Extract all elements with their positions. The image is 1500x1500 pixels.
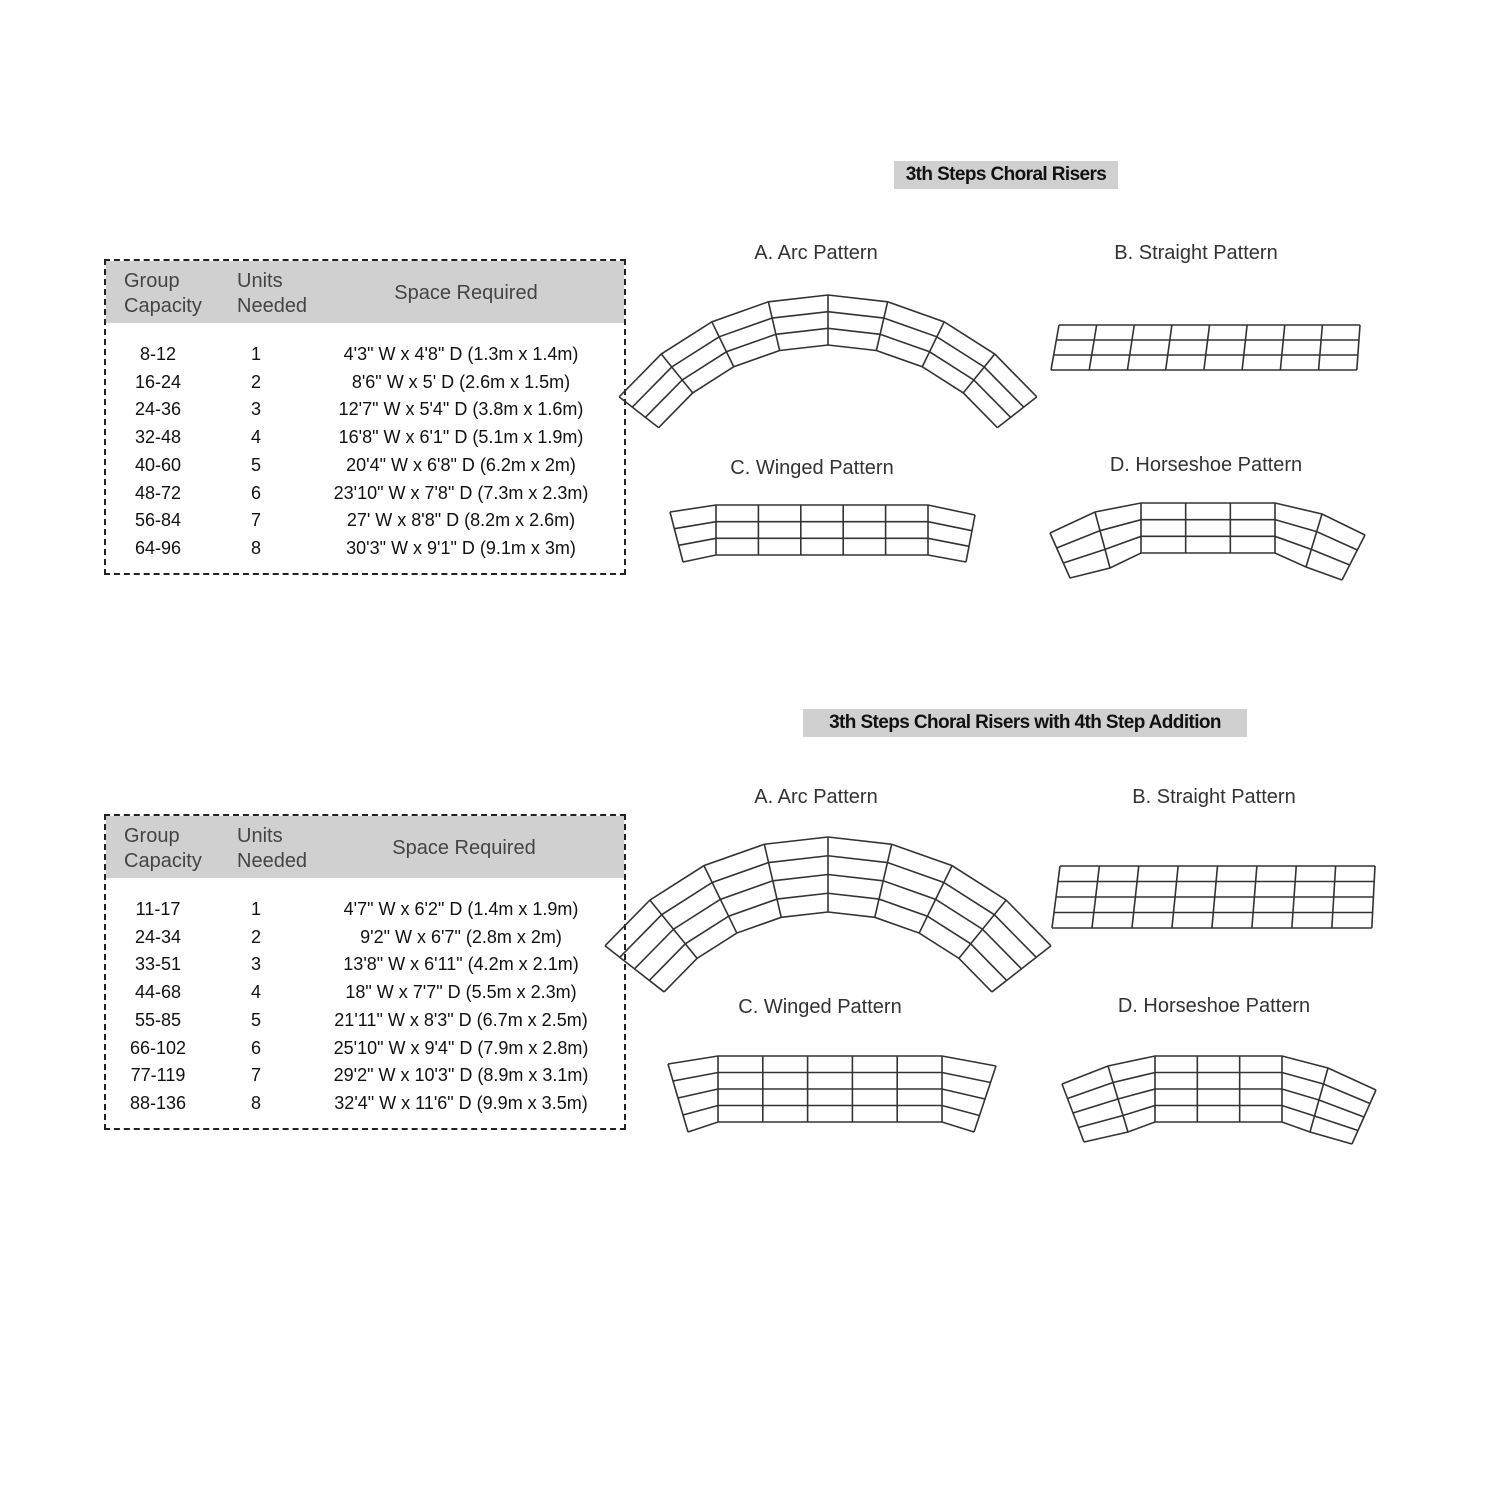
cell-group-capacity: 32-48 (134, 427, 182, 448)
cell-space-required: 21'11" W x 8'3" D (6.7m x 2.5m) (334, 1009, 588, 1030)
riser-unit-divider (1108, 1066, 1128, 1132)
cell-group-capacity: 66-102 (129, 1037, 187, 1058)
cell-space-required: 4'7" W x 6'2" D (1.4m x 1.9m) (343, 899, 579, 919)
header-units-needed: Units Needed (237, 270, 308, 317)
winged-pattern-label: C. Winged Pattern (738, 996, 902, 1018)
cell-space-required: 16'8" W x 6'1" D (5.1m x 1.9m) (338, 427, 584, 448)
cell-units-needed: 6 (250, 1037, 261, 1058)
cell-units-needed: 3 (250, 954, 261, 975)
riser-unit-divider (1062, 1084, 1084, 1142)
cell-space-required: 13'8" W x 6'11" (4.2m x 2.1m) (343, 954, 579, 975)
cell-group-capacity: 11-17 (135, 899, 181, 919)
cell-space-required: 18" W x 7'7" D (5.5m x 2.3m) (345, 982, 577, 1003)
cell-group-capacity: 77-119 (130, 1065, 186, 1086)
cell-units-needed: 5 (250, 454, 261, 475)
cell-units-needed: 6 (250, 482, 261, 503)
cell-units-needed: 2 (250, 371, 261, 392)
horseshoe-pattern-label: D. Horseshoe Pattern (1117, 995, 1311, 1017)
header-group-capacity: Group Capacity (124, 825, 202, 872)
cell-space-required: 20'4" W x 6'8" D (6.2m x 2m) (346, 454, 576, 475)
section-title: 3th Steps Choral Risers (894, 161, 1118, 189)
section-title: 3th Steps Choral Risers with 4th Step Addition (803, 709, 1247, 737)
cell-group-capacity: 16-24 (134, 371, 182, 392)
cell-space-required: 32'4" W x 11'6" D (9.9m x 3.5m) (334, 1092, 588, 1113)
cell-units-needed: 1 (250, 899, 261, 919)
cell-group-capacity: 55-85 (134, 1009, 182, 1030)
header-space-required: Space Required (392, 837, 536, 859)
header-units-needed: Units Needed (237, 825, 308, 872)
cell-units-needed: 4 (250, 427, 261, 448)
cell-group-capacity: 33-51 (134, 954, 182, 975)
cell-units-needed: 7 (250, 1065, 261, 1086)
cell-units-needed: 8 (250, 1092, 261, 1113)
cell-units-needed: 2 (250, 926, 261, 947)
cell-units-needed: 7 (250, 510, 261, 531)
cell-space-required: 9'2" W x 6'7" (2.8m x 2m) (360, 926, 562, 947)
cell-group-capacity: 8-12 (139, 344, 177, 364)
straight-pattern-label: B. Straight Pattern (1132, 786, 1296, 808)
arc-pattern-label: A. Arc Pattern (754, 242, 878, 264)
cell-space-required: 29'2" W x 10'3" D (8.9m x 3.1m) (333, 1065, 589, 1086)
cell-group-capacity: 48-72 (134, 482, 182, 503)
riser-unit-divider (1310, 1068, 1328, 1132)
cell-group-capacity: 44-68 (134, 982, 182, 1003)
cell-group-capacity: 64-96 (134, 537, 182, 558)
header-space-required: Space Required (394, 282, 538, 304)
cell-group-capacity: 56-84 (134, 510, 182, 531)
cell-group-capacity: 40-60 (134, 454, 182, 475)
cell-group-capacity: 24-36 (134, 399, 182, 420)
cell-units-needed: 1 (250, 344, 261, 364)
cell-space-required: 8'6" W x 5' D (2.6m x 1.5m) (351, 371, 571, 392)
header-group-capacity: Group Capacity (124, 270, 202, 317)
cell-units-needed: 3 (250, 399, 261, 420)
winged-pattern-label: C. Winged Pattern (730, 457, 894, 479)
cell-group-capacity: 88-136 (129, 1092, 187, 1113)
cell-space-required: 30'3" W x 9'1" D (9.1m x 3m) (346, 537, 576, 558)
cell-units-needed: 8 (250, 537, 261, 558)
cell-units-needed: 4 (250, 982, 261, 1003)
horseshoe-pattern-label: D. Horseshoe Pattern (1109, 454, 1303, 476)
cell-space-required: 27' W x 8'8" D (8.2m x 2.6m) (346, 510, 576, 531)
cell-space-required: 25'10" W x 9'4" D (7.9m x 2.8m) (333, 1037, 589, 1058)
cell-group-capacity: 24-34 (134, 926, 182, 947)
arc-pattern-label: A. Arc Pattern (754, 786, 878, 808)
cell-space-required: 23'10" W x 7'8" D (7.3m x 2.3m) (333, 482, 589, 503)
straight-pattern-label: B. Straight Pattern (1114, 242, 1278, 264)
cell-space-required: 4'3" W x 4'8" D (1.3m x 1.4m) (343, 344, 579, 364)
cell-units-needed: 5 (250, 1009, 261, 1030)
cell-space-required: 12'7" W x 5'4" D (3.8m x 1.6m) (338, 399, 584, 420)
